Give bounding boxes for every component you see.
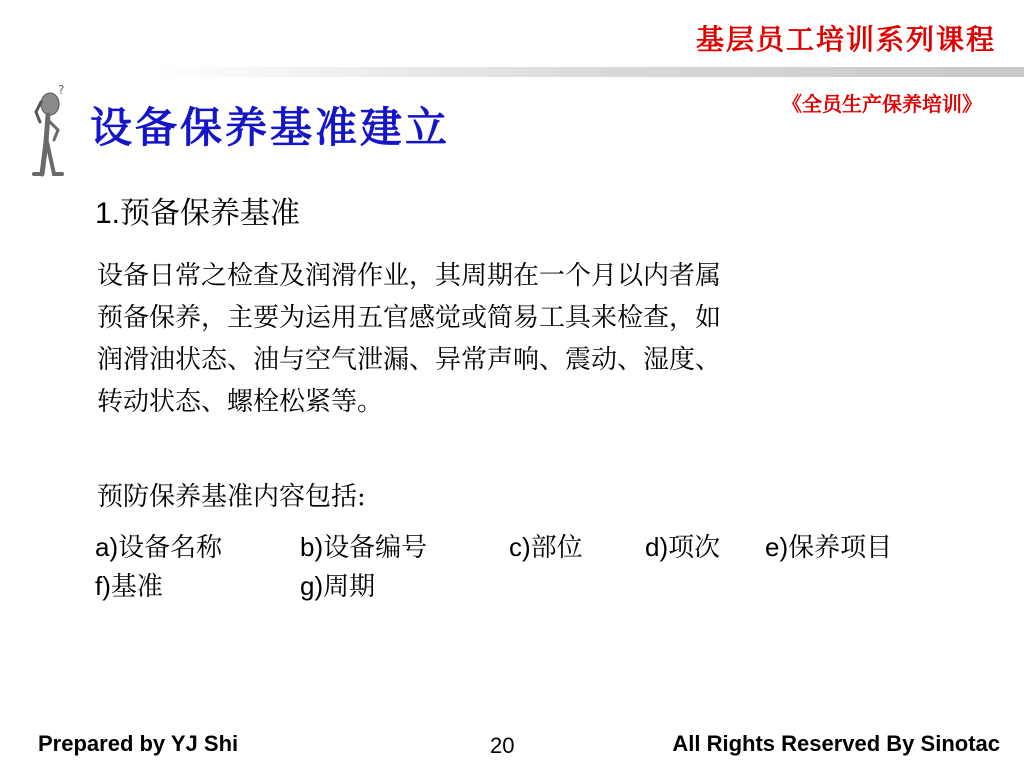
course-subtitle: 《全员生产保养培训》 bbox=[782, 92, 982, 116]
item-letter: f) bbox=[95, 571, 111, 601]
item-text: 基准 bbox=[110, 572, 163, 602]
section-number: 1. bbox=[95, 197, 121, 230]
item-text: 部位 bbox=[530, 533, 583, 563]
paragraph-line: 预备保养，主要为运用五官感觉或简易工具来检查，如 bbox=[97, 303, 722, 333]
list-item bbox=[300, 566, 375, 603]
paragraph-line: 设备日常之检查及润滑作业，其周期在一个月以内者属 bbox=[97, 261, 722, 291]
list-item bbox=[300, 527, 427, 564]
list-item bbox=[765, 527, 892, 564]
list-item bbox=[95, 527, 222, 564]
thinking-person-icon bbox=[28, 82, 78, 178]
course-series-title: 基层员工培训系列课程 bbox=[695, 23, 996, 56]
paragraph-line: 润滑油状态、油与空气泄漏、异常声响、震动、湿度、 bbox=[97, 345, 722, 375]
svg-text:?: ? bbox=[58, 83, 65, 97]
includes-label: 预防保养基准内容包括: bbox=[97, 482, 366, 512]
page-number: 20 bbox=[490, 733, 515, 758]
item-text: 设备名称 bbox=[118, 533, 223, 563]
item-letter: a) bbox=[95, 532, 119, 562]
item-letter: g) bbox=[300, 571, 324, 601]
item-letter: d) bbox=[645, 532, 669, 562]
item-letter: e) bbox=[765, 532, 789, 562]
description-paragraph bbox=[97, 255, 957, 423]
header-divider-band bbox=[0, 67, 1024, 77]
section-heading-text: 预备保养基准 bbox=[120, 196, 301, 231]
item-text: 保养项目 bbox=[788, 533, 893, 563]
list-item bbox=[509, 527, 583, 564]
item-letter: c) bbox=[509, 532, 531, 562]
footer-author: Prepared by YJ Shi bbox=[38, 731, 239, 756]
item-text: 设备编号 bbox=[323, 533, 428, 563]
slide-title: 设备保养基准建立 bbox=[90, 103, 451, 152]
footer-copyright: All Rights Reserved By Sinotac bbox=[672, 731, 1000, 756]
items-row bbox=[95, 566, 995, 602]
list-item bbox=[95, 566, 163, 603]
section-heading bbox=[95, 188, 300, 232]
paragraph-line: 转动状态、螺栓松紧等。 bbox=[97, 387, 384, 417]
item-text: 周期 bbox=[323, 572, 376, 602]
item-text: 项次 bbox=[668, 533, 721, 563]
list-item bbox=[645, 527, 720, 564]
item-letter: b) bbox=[300, 532, 324, 562]
items-row bbox=[95, 527, 995, 563]
